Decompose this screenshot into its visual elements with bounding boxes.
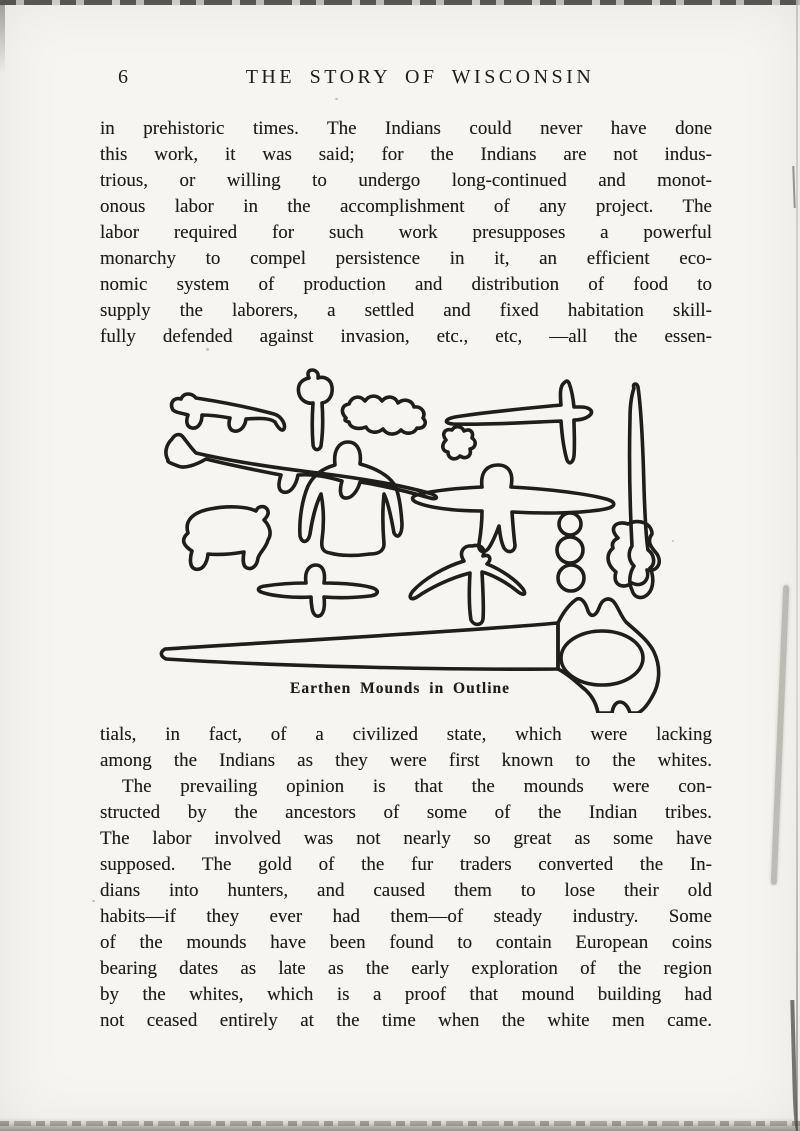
text-line: bearing dates as late as the early exploration of the region (100, 958, 712, 979)
text-line: nomic system of production and distribution of food to (100, 274, 712, 295)
text-line: supposed. The gold of the fur traders converted the In- (100, 854, 712, 875)
text-line: structed by the ancestors of some of the Indian tribes. (100, 802, 712, 823)
text-line: dians into hunters, and caused them to lose their old (100, 880, 712, 901)
paragraph (100, 774, 712, 1034)
scan-edge-right (796, 0, 798, 1131)
scan-edge-top (0, 0, 800, 5)
figure-caption: Earthen Mounds in Outline (289, 680, 511, 697)
running-animal-mound-icon (172, 394, 285, 431)
three-lobed-chain-mound-icon (557, 513, 584, 591)
serpent-mound-icon (342, 396, 425, 434)
text-line: in prehistoric times. The Indians could never have done (100, 118, 712, 139)
text-line: tials, in fact, of a civilized state, which were lacking (100, 724, 712, 745)
text-line: not ceased entirely at the time when the white men came. (100, 1010, 712, 1031)
human-figure-mound-icon (300, 442, 402, 555)
scan-edge-left (0, 4, 5, 74)
text-line: monarchy to compel persistence in it, an efficient eco- (100, 248, 712, 269)
running-title: THE STORY OF WISCONSIN (245, 66, 595, 88)
scan-edge-bottom-speckle (0, 1121, 800, 1126)
curved-wing-bird-mound-icon (410, 545, 524, 624)
text-line: onous labor in the accomplishment of any project. The (100, 196, 712, 217)
text-line: trious, or willing to undergo long-continued and monot- (100, 170, 712, 191)
paragraph (100, 722, 712, 774)
paragraph (100, 116, 712, 350)
bear-mound-icon (184, 507, 270, 570)
figure-earthen-mounds (140, 368, 700, 713)
text-line: The prevailing opinion is that the mounds were con- (122, 776, 712, 797)
paper-speck (92, 900, 95, 902)
tall-spike-mound-icon (629, 384, 653, 597)
text-line: habits—if they ever had them—of steady industry. Some (100, 906, 712, 927)
scan-streak-right (771, 585, 790, 885)
text-line: fully defended against invasion, etc., etc, —all the essen- (100, 326, 712, 347)
war-club-mound-icon (298, 370, 332, 450)
text-line: this work, it was said; for the Indians are not indus- (100, 144, 712, 165)
small-cross-bird-mound-icon (258, 565, 377, 616)
text-line: labor required for such work presupposes a powerful (100, 222, 712, 243)
paper-speck (335, 98, 338, 100)
page-number: 6 (118, 66, 128, 88)
page-header (0, 66, 800, 96)
mound-outlines-illustration (140, 368, 700, 713)
small-scroll-mound-icon (443, 427, 475, 459)
text-line: by the whites, which is a proof that mound building had (100, 984, 712, 1005)
text-line: of the mounds have been found to contain European coins (100, 932, 712, 953)
long-winged-bird-mound-icon (446, 381, 591, 463)
bird-man-mound-icon (413, 465, 614, 552)
text-line: supply the laborers, a settled and fixed habitation skill- (100, 300, 712, 321)
text-line: The labor involved was not nearly so great as some have (100, 828, 712, 849)
text-line: among the Indians as they were first known to the whites. (100, 750, 712, 771)
